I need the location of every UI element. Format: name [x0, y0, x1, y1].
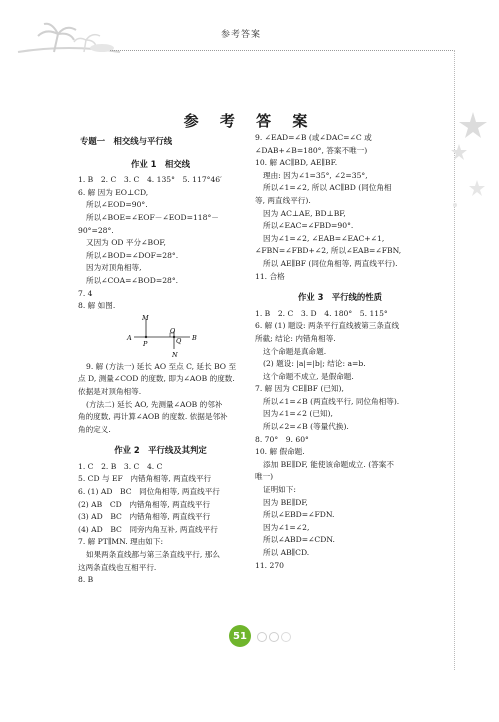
hw3-line: 所以∠ABD=∠CDN. [263, 535, 335, 545]
figure-label-n: N [172, 350, 178, 359]
hw1-line: 角的定义. [78, 424, 111, 434]
right-line: 因为∠1=∠2, ∠EAB=∠EAC+∠1, [263, 233, 385, 243]
hw3-line: 这个命题不成立, 是假命题. [263, 371, 354, 381]
hw1-line: 角的度数, 再计算∠AOB 的度数. 依据是邻补 [78, 412, 228, 422]
hw3-line: 因为 BE∥DF, [263, 497, 308, 507]
right-line: 9. ∠EAD=∠B (或∠DAC=∠C 或 [255, 133, 372, 142]
figure-label-b: B [192, 333, 197, 342]
right-line: 11. 合格 [255, 271, 285, 281]
page-number-swirl-icon [256, 630, 296, 644]
right-line: ∠FBN=∠FBD+∠2, 所以∠EAB=∠FBN, [255, 246, 402, 256]
hw3-line: 7. 解 因为 CE∥BF (已知), [255, 384, 344, 394]
figure-label-a: A [127, 333, 132, 342]
hw3-line: 8. 70° 9. 60° [255, 434, 309, 444]
hw1-line: 又因为 OD 平分∠BOF, [86, 238, 166, 248]
hw1-line: 6. 解 因为 EO⊥CD, [78, 187, 149, 197]
hw1-line: 7. 4 [78, 288, 93, 298]
left-column [78, 132, 243, 587]
hw3-line: 所以∠2=∠B (等量代换). [263, 422, 349, 432]
right-column [255, 132, 425, 572]
hw1-line: 所以∠EOD=90°. [86, 200, 148, 210]
hw1-line: 依据是对顶角相等. [78, 386, 142, 396]
hw2-line: 如果两条直线都与第三条直线平行, 那么 [86, 550, 220, 560]
right-line: 理由: 因为∠1=35°, ∠2=35°, [263, 170, 368, 180]
page-number: 51 [229, 625, 251, 647]
hw1-title: 作业 1 相交线 [131, 158, 190, 169]
hw3-line: 所以 AB∥CD. [263, 548, 310, 557]
header-divider [110, 50, 455, 51]
figure-label-o: O [170, 326, 176, 335]
hw1-line: 点 D, 测量∠COD 的度数, 即为∠AOB 的度数. [78, 374, 235, 384]
palm-tree-decoration-icon [14, 18, 124, 58]
figure-label-m: M [142, 313, 149, 322]
hw3-line: 因为∠1=∠2, [263, 522, 310, 532]
hw3-line: 添加 BE∥DF, 能使该命题成立. (答案不 [263, 459, 394, 469]
figure-label-q: Q [176, 336, 182, 345]
figure-label-p: P [143, 339, 148, 348]
topic-title: 专题一 相交线与平行线 [80, 136, 173, 146]
hw2-line: (2) AB CD 内错角相等, 两直线平行 [78, 499, 211, 509]
page-title: 参 考 答 案 [183, 112, 316, 130]
hw1-line: 90°=28°. [78, 225, 114, 235]
right-line: 所以∠EAC=∠FBD=90°. [263, 221, 354, 231]
hw1-line: 所以∠COA=∠BOD=28°. [86, 275, 179, 285]
hw3-line: 唯一) [255, 472, 274, 482]
perpendicular-figure [78, 313, 243, 361]
hw2-line: 1. C 2. B 3. C 4. C [78, 461, 163, 471]
right-line: 所以 AE∥BF (同位角相等, 两直线平行). [263, 258, 398, 268]
hw2-line: 6. (1) AD BC 同位角相等, 两直线平行 [78, 487, 220, 497]
hw2-line: 7. 解 PT∥MN. 理由如下: [78, 537, 164, 547]
right-line: 10. 解 AC∥BD, AE∥BF. [255, 158, 338, 168]
hw2-line: 5. CD 与 EF 内错角相等, 两直线平行 [78, 474, 212, 484]
hw1-line: 所以∠BOD=∠DOF=28°. [86, 250, 179, 260]
running-head: 参考答案 [221, 30, 262, 40]
hw3-line: 11. 270 [255, 560, 284, 570]
hw3-line: 证明如下: [263, 485, 296, 495]
hw1-line: 所以∠BOE=∠EOF－∠EOD=118°－ [86, 212, 219, 222]
hw2-line: 这两条直线也互相平行. [78, 562, 157, 572]
hw2-line: 8. B [78, 575, 94, 585]
right-line: 因为 AC⊥AE, BD⊥BF, [263, 208, 346, 218]
right-line: 等, 两直线平行). [255, 195, 311, 205]
hw3-line: 10. 解 假命题. [255, 447, 305, 457]
right-line: ∠DAB+∠B=180°, 答案不唯一) [255, 145, 368, 155]
hw1-line: 因为对顶角相等, [86, 263, 142, 273]
hw2-line: (4) AD BC 同旁内角互补, 两直线平行 [78, 524, 218, 534]
hw3-line: 所以∠EBD=∠FDN. [263, 510, 335, 520]
hw3-line: (2) 题设: |a|=|b|; 结论: a=b. [263, 359, 366, 369]
hw1-line: 1. B 2. C 3. C 4. 135° 5. 117°46′ [78, 175, 222, 185]
hw3-line: 这个命题是真命题. [263, 346, 327, 356]
hw3-line: 1. B 2. C 3. D 4. 180° 5. 115° [255, 308, 388, 318]
hw3-line: 因为∠1=∠2 (已知), [263, 409, 333, 419]
hw1-line: (方法二) 延长 AO, 先测量∠AOB 的邻补 [86, 399, 223, 409]
right-line: 所以∠1=∠2, 所以 AC∥BD (同位角相 [263, 183, 392, 193]
hw3-line: 6. 解 (1) 题设: 两条平行直线被第三条直线 [255, 321, 400, 331]
hw1-line: 9. 解 (方法一) 延长 AO 至点 C, 延长 BO 至 [86, 361, 237, 371]
hw1-line: 8. 解 如图. [78, 301, 116, 311]
hw2-line: (3) AD BC 内错角相等, 两直线平行 [78, 512, 211, 522]
hw2-title: 作业 2 平行线及其判定 [114, 445, 207, 456]
hw3-line: 所截; 结论: 内错角相等. [255, 333, 336, 343]
hw3-line: 所以∠1=∠B (两直线平行, 同位角相等). [263, 396, 400, 406]
hw3-title: 作业 3 平行线的性质 [297, 292, 383, 303]
